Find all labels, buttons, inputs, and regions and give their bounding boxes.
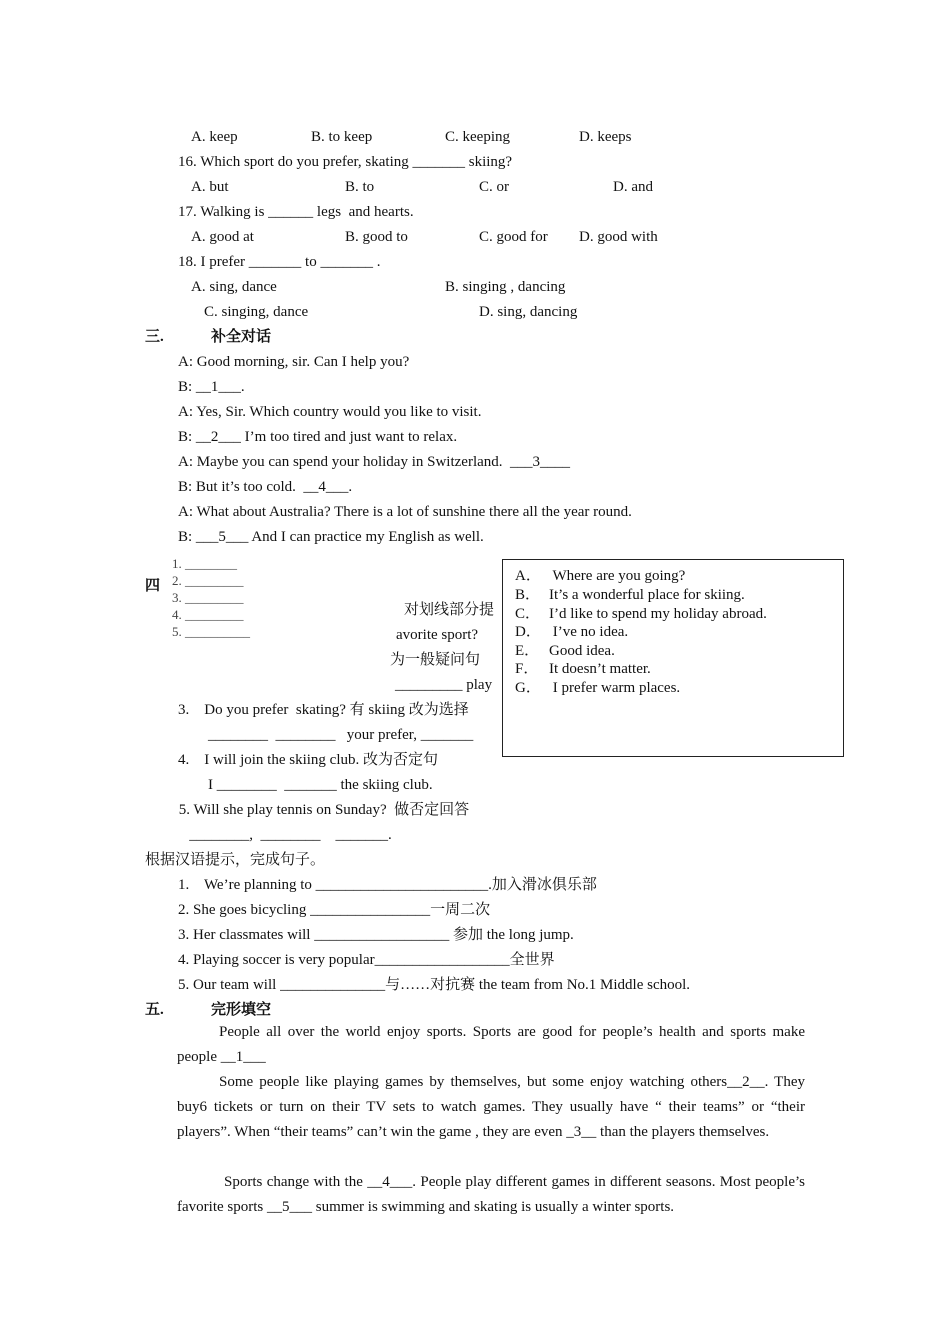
q16-option-a: A. but (191, 179, 229, 195)
option-text: Where are you going? (549, 568, 686, 584)
q15-option-d: D. keeps (579, 129, 632, 145)
option-item (515, 605, 767, 623)
q15-option-c: C. keeping (445, 129, 510, 145)
passage-paragraph: Some people like playing games by themselves, but some enjoy watching others__2__. They buy6 tickets or turn on their TV sets to watch games. They usually have “ their teams” or “their players”. When “their teams” can’t win the game , they are even _3__ than the players themselves. (177, 1074, 805, 1140)
section4-partial: 为一般疑问句 (390, 652, 481, 668)
q17-option-c: C. good for (479, 229, 548, 245)
option-text: I prefer warm places. (549, 680, 681, 696)
dialogue-line: A: Maybe you can spend your holiday in Switzerland. ___3____ (178, 454, 571, 470)
dialogue-line: A: Good morning, sir. Can I help you? (178, 354, 410, 370)
q16-option-b: B. to (345, 179, 375, 195)
section4-number: 四 (145, 578, 161, 594)
option-text: I’d like to spend my holiday abroad. (549, 606, 767, 622)
section4-partial: 对划线部分提 (404, 602, 495, 618)
option-item (515, 567, 685, 585)
q18-option-a: A. sing, dance (191, 279, 277, 295)
answer-blank: 3. _________ (172, 590, 244, 605)
option-item (515, 642, 615, 660)
option-key: A． (515, 568, 541, 584)
rewrite-answer: ________ ________ your prefer, _______ (178, 727, 474, 743)
option-text: Good idea. (549, 643, 615, 659)
option-text: It doesn’t matter. (549, 661, 651, 677)
section3-title: 补全对话 (211, 329, 272, 345)
answer-blank: 2. _________ (172, 573, 244, 588)
option-text: It’s a wonderful place for skiing. (549, 587, 745, 603)
option-key: C． (515, 606, 541, 622)
rewrite-item: 5. Will she play tennis on Sunday? 做否定回答 (175, 802, 470, 818)
answer-blank: 5. __________ (172, 624, 250, 639)
section5-title: 完形填空 (211, 1002, 272, 1018)
q16-option-c: C. or (479, 179, 509, 195)
hint-item: 3. Her classmates will __________________ 参加 the long jump. (178, 927, 574, 943)
q16-stem: 16. Which sport do you prefer, skating _______ skiing? (178, 154, 513, 170)
dialogue-line: B: ___5___ And I can practice my English as well. (178, 529, 484, 545)
option-item (515, 679, 680, 697)
dialogue-options-box (502, 559, 844, 757)
q15-option-b: B. to keep (311, 129, 373, 145)
q17-option-b: B. good to (345, 229, 408, 245)
q18-option-d: D. sing, dancing (479, 304, 578, 320)
section4-partial: _________ play (395, 677, 493, 693)
dialogue-line: B: __1___. (178, 379, 245, 395)
option-item (515, 586, 745, 604)
q17-option-a: A. good at (191, 229, 254, 245)
dialogue-line: A: What about Australia? There is a lot of sunshine there all the year round. (178, 504, 632, 520)
q17-stem: 17. Walking is ______ legs and hearts. (178, 204, 414, 220)
section3-number: 三. (145, 329, 164, 345)
rewrite-item: 3. Do you prefer skating? 有 skiing 改为选择 (178, 702, 469, 718)
rewrite-answer: ________, ________ _______. (178, 827, 392, 843)
hint-item: 4. Playing soccer is very popular__________________全世界 (178, 952, 555, 968)
q15-option-a: A. keep (191, 129, 238, 145)
q16-option-d: D. and (613, 179, 653, 195)
rewrite-item: 4. I will join the skiing club. 改为否定句 (178, 752, 438, 768)
dialogue-line: B: But it’s too cold. __4___. (178, 479, 353, 495)
section5-number: 五. (145, 1002, 164, 1018)
option-key: G． (515, 680, 541, 696)
passage-paragraph: People all over the world enjoy sports. Sports are good for people’s health and sports make people __1___ (177, 1024, 805, 1065)
section4-partial: avorite sport? (396, 627, 479, 643)
option-key: E． (515, 643, 540, 659)
option-text: I’ve no idea. (549, 624, 629, 640)
option-item (515, 660, 651, 678)
answer-blank: 4. _________ (172, 607, 244, 622)
hint-item: 1. We’re planning to _______________________.加入滑冰俱乐部 (178, 877, 597, 893)
hint-item: 2. She goes bicycling ________________一周二次 (178, 902, 491, 918)
q18-option-c: C. singing, dance (204, 304, 309, 320)
hint-item: 5. Our team will ______________与……对抗赛 the team from No.1 Middle school. (178, 977, 691, 993)
passage-paragraph: Sports change with the __4___. People play different games in different seasons. Most people’s favorite sports __5___ summer is swimming and skating is usually a winter sports. (177, 1174, 805, 1215)
dialogue-line: B: __2___ I’m too tired and just want to relax. (178, 429, 458, 445)
option-key: D． (515, 624, 541, 640)
dialogue-line: A: Yes, Sir. Which country would you like to visit. (178, 404, 482, 420)
answer-blank: 1. ________ (172, 556, 237, 571)
rewrite-answer: I ________ _______ the skiing club. (178, 777, 433, 793)
option-key: B． (515, 587, 541, 603)
q18-stem: 18. I prefer _______ to _______ . (178, 254, 381, 270)
option-key: F． (515, 661, 539, 677)
q17-option-d: D. good with (579, 229, 658, 245)
option-item (515, 623, 628, 641)
q18-option-b: B. singing , dancing (445, 279, 566, 295)
hint-section-heading: 根据汉语提示，完成句子。 (145, 852, 326, 868)
